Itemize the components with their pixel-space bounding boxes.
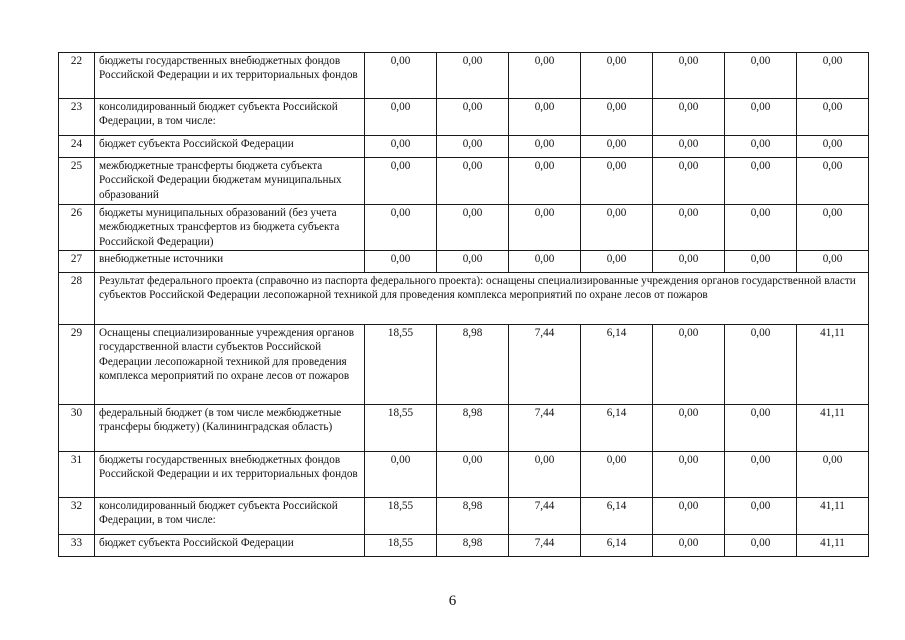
value-cell: 8,98: [437, 535, 509, 557]
row-description: федеральный бюджет (в том числе межбюджетные трансферы бюджету) (Калининградская область): [95, 405, 365, 452]
value-cell: 0,00: [653, 405, 725, 452]
value-cell: 8,98: [437, 405, 509, 452]
value-cell: 8,98: [437, 498, 509, 535]
value-cell: 0,00: [581, 158, 653, 205]
value-cell: 18,55: [365, 405, 437, 452]
value-cell: 0,00: [797, 251, 869, 273]
row-number: 33: [59, 535, 95, 557]
value-cell: 0,00: [725, 53, 797, 99]
value-cell: 7,44: [509, 535, 581, 557]
row-number: 32: [59, 498, 95, 535]
value-cell: 0,00: [797, 452, 869, 498]
value-cell: 0,00: [725, 158, 797, 205]
value-cell: 0,00: [653, 452, 725, 498]
value-cell: 0,00: [725, 535, 797, 557]
value-cell: 0,00: [581, 136, 653, 158]
value-cell: 0,00: [509, 99, 581, 136]
value-cell: 0,00: [437, 158, 509, 205]
value-cell: 0,00: [653, 53, 725, 99]
row-description: межбюджетные трансферты бюджета субъекта Российской Федерации бюджетам муниципальных образований: [95, 158, 365, 205]
row-number: 24: [59, 136, 95, 158]
value-cell: 6,14: [581, 325, 653, 405]
value-cell: 0,00: [725, 405, 797, 452]
row-description: внебюджетные источники: [95, 251, 365, 273]
value-cell: 0,00: [725, 136, 797, 158]
value-cell: 6,14: [581, 535, 653, 557]
value-cell: 0,00: [653, 251, 725, 273]
value-cell: 0,00: [653, 535, 725, 557]
table-row: [59, 136, 869, 158]
value-cell: 0,00: [581, 53, 653, 99]
row-number: 26: [59, 205, 95, 251]
table-row: [59, 251, 869, 273]
value-cell: 7,44: [509, 498, 581, 535]
value-cell: 8,98: [437, 325, 509, 405]
value-cell: 0,00: [437, 99, 509, 136]
budget-table: [58, 52, 869, 557]
value-cell: 0,00: [653, 205, 725, 251]
row-description: консолидированный бюджет субъекта Российской Федерации, в том числе:: [95, 498, 365, 535]
value-cell: 7,44: [509, 325, 581, 405]
row-number: 22: [59, 53, 95, 99]
value-cell: 18,55: [365, 498, 437, 535]
value-cell: 0,00: [797, 158, 869, 205]
value-cell: 0,00: [437, 136, 509, 158]
value-cell: 0,00: [653, 498, 725, 535]
row-description: Оснащены специализированные учреждения органов государственной власти субъектов Российской Федерации лесопожарной техникой для проведения комплекса мероприятий по охране лесов от пожаров: [95, 325, 365, 405]
value-cell: 0,00: [509, 251, 581, 273]
table-row: [59, 99, 869, 136]
row-number: 25: [59, 158, 95, 205]
value-cell: 0,00: [365, 99, 437, 136]
value-cell: 0,00: [725, 251, 797, 273]
value-cell: 7,44: [509, 405, 581, 452]
value-cell: 0,00: [797, 136, 869, 158]
row-number: 23: [59, 99, 95, 136]
table-row: [59, 273, 869, 325]
row-description: бюджеты государственных внебюджетных фондов Российской Федерации и их территориальных фондов: [95, 53, 365, 99]
value-cell: 0,00: [437, 251, 509, 273]
table-row: [59, 53, 869, 99]
value-cell: 0,00: [581, 452, 653, 498]
row-number: 27: [59, 251, 95, 273]
value-cell: 0,00: [653, 325, 725, 405]
value-cell: 18,55: [365, 535, 437, 557]
row-number: 28: [59, 273, 95, 325]
value-cell: 0,00: [365, 251, 437, 273]
value-cell: 0,00: [725, 452, 797, 498]
table-row: [59, 325, 869, 405]
value-cell: 0,00: [509, 452, 581, 498]
value-cell: 0,00: [581, 99, 653, 136]
value-cell: 0,00: [653, 99, 725, 136]
table-body: [59, 53, 869, 557]
table-row: [59, 498, 869, 535]
value-cell: 6,14: [581, 498, 653, 535]
value-cell: 41,11: [797, 405, 869, 452]
value-cell: 41,11: [797, 535, 869, 557]
table-row: [59, 205, 869, 251]
row-description: бюджет субъекта Российской Федерации: [95, 535, 365, 557]
row-number: 29: [59, 325, 95, 405]
value-cell: 6,14: [581, 405, 653, 452]
result-description: Результат федерального проекта (справочно из паспорта федерального проекта): оснащены специализированные учреждения органов государственной власти субъектов Российской Федерации лесопожарной техникой для проведения комплекса мероприятий по охране лесов от пожаров: [95, 273, 869, 325]
value-cell: 0,00: [509, 158, 581, 205]
value-cell: 0,00: [365, 158, 437, 205]
value-cell: 0,00: [365, 53, 437, 99]
row-number: 31: [59, 452, 95, 498]
value-cell: 0,00: [509, 136, 581, 158]
value-cell: 0,00: [365, 205, 437, 251]
value-cell: 0,00: [725, 498, 797, 535]
value-cell: 0,00: [797, 205, 869, 251]
value-cell: 41,11: [797, 325, 869, 405]
table-row: [59, 452, 869, 498]
row-number: 30: [59, 405, 95, 452]
value-cell: 18,55: [365, 325, 437, 405]
value-cell: 0,00: [725, 205, 797, 251]
table-row: [59, 158, 869, 205]
row-description: бюджеты государственных внебюджетных фондов Российской Федерации и их территориальных фондов: [95, 452, 365, 498]
value-cell: 0,00: [581, 205, 653, 251]
value-cell: 0,00: [797, 99, 869, 136]
value-cell: 0,00: [725, 325, 797, 405]
value-cell: 0,00: [653, 136, 725, 158]
value-cell: 0,00: [365, 452, 437, 498]
row-description: бюджеты муниципальных образований (без учета межбюджетных трансфертов из бюджета субъекта Российской Федерации): [95, 205, 365, 251]
value-cell: 41,11: [797, 498, 869, 535]
value-cell: 0,00: [653, 158, 725, 205]
row-description: бюджет субъекта Российской Федерации: [95, 136, 365, 158]
value-cell: 0,00: [725, 99, 797, 136]
value-cell: 0,00: [797, 53, 869, 99]
value-cell: 0,00: [509, 205, 581, 251]
table-row: [59, 405, 869, 452]
value-cell: 0,00: [437, 205, 509, 251]
value-cell: 0,00: [581, 251, 653, 273]
value-cell: 0,00: [365, 136, 437, 158]
value-cell: 0,00: [437, 452, 509, 498]
page-number: 6: [448, 593, 457, 609]
value-cell: 0,00: [509, 53, 581, 99]
row-description: консолидированный бюджет субъекта Российской Федерации, в том числе:: [95, 99, 365, 136]
value-cell: 0,00: [437, 53, 509, 99]
table-row: [59, 535, 869, 557]
